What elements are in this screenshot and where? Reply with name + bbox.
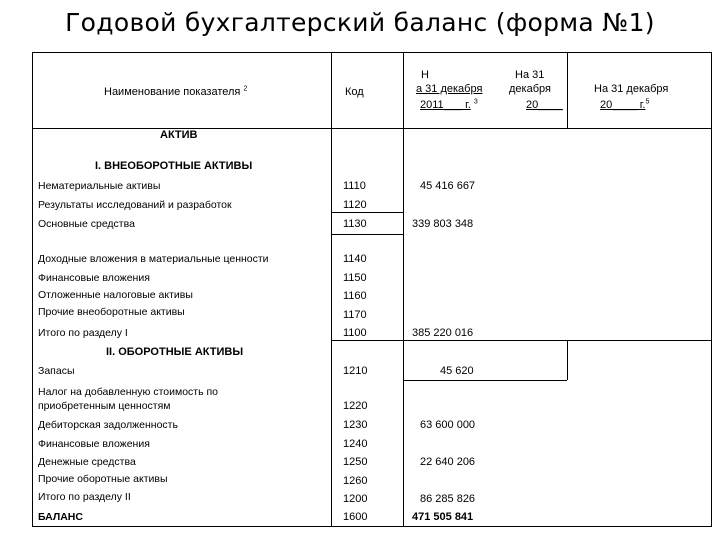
row-name: Нематериальные активы — [38, 180, 161, 192]
row-value: 339 803 348 — [412, 218, 474, 230]
table-right-border — [711, 52, 712, 527]
row-rule-1130 — [331, 234, 403, 235]
header-col1-line1: Н — [421, 69, 429, 81]
row-name: Денежные средства — [38, 456, 136, 468]
header-col3-line2: 20____ г.$^5$ — [600, 98, 650, 111]
row-code: 1200 — [343, 493, 368, 505]
row-rule-1210 — [403, 380, 567, 381]
row-name: Финансовые вложения — [38, 272, 150, 284]
header-col3-line1: На 31 декабря — [594, 83, 669, 95]
section-current-assets: II. ОБОРОТНЫЕ АКТИВЫ — [106, 346, 244, 358]
header-col1-line2: а 31 декабря — [416, 83, 483, 95]
row-name: Дебиторская задолженность — [38, 419, 178, 431]
row-code: 1110 — [343, 180, 366, 192]
row-name: Результаты исследований и разработок — [38, 199, 232, 211]
row-code: 1600 — [343, 511, 368, 523]
row-value: 471 505 841 — [412, 511, 474, 523]
table-bottom-border — [32, 526, 712, 527]
header-col1-line3: 2011___ г. $^3$ — [420, 98, 478, 111]
section-aktiv: АКТИВ — [160, 129, 198, 141]
row-name: Доходные вложения в материальные ценности — [38, 253, 269, 265]
page-title: Годовой бухгалтерский баланс (форма №1) — [65, 8, 655, 37]
row-code: 1250 — [343, 456, 368, 468]
row-name: Финансовые вложения — [38, 438, 150, 450]
header-code-column: Код — [345, 86, 364, 98]
table-top-border — [32, 52, 712, 53]
row-value: 22 640 206 — [420, 456, 476, 468]
row-value: 86 285 826 — [420, 493, 476, 505]
code-column-divider — [331, 52, 332, 527]
row-code: 1260 — [343, 475, 368, 487]
row-name: Итого по разделу I — [38, 327, 128, 339]
row-code: 1130 — [343, 218, 367, 230]
header-col2-line2: декабря — [509, 83, 551, 95]
header-col2-line3: 20____ — [526, 99, 563, 111]
section2-rule — [331, 340, 712, 341]
row-name: Прочие внеоборотные активы — [38, 306, 185, 318]
row-code: 1230 — [343, 419, 368, 431]
row-code: 1140 — [343, 253, 367, 265]
header-name-column: Наименование показателя $^2$ — [104, 85, 248, 98]
row-code: 1170 — [343, 309, 367, 321]
row-value: 385 220 016 — [412, 327, 474, 339]
row-name: Отложенные налоговые активы — [38, 289, 193, 301]
section-noncurrent-assets: I. ВНЕОБОРОТНЫЕ АКТИВЫ — [95, 160, 253, 172]
row-code: 1100 — [343, 327, 367, 339]
row-name: Прочие оборотные активы — [38, 473, 168, 485]
row-value: 45 416 667 — [420, 180, 476, 192]
row-name: приобретенным ценностям — [38, 400, 171, 412]
header-col2-line1: На 31 — [515, 69, 545, 81]
row-name: Основные средства — [38, 218, 135, 230]
col2-divider-section2 — [567, 340, 568, 380]
row-value: 63 600 000 — [420, 419, 476, 431]
col2-divider-top — [567, 52, 568, 129]
table-left-border — [32, 52, 33, 527]
row-code: 1210 — [343, 365, 368, 377]
value-column-divider — [403, 52, 404, 527]
row-code: 1160 — [343, 290, 367, 302]
row-rule-1120 — [331, 212, 403, 213]
row-name: БАЛАНС — [38, 511, 83, 523]
row-code: 1240 — [343, 438, 368, 450]
row-code: 1120 — [343, 199, 367, 211]
row-name: Итого по разделу II — [38, 491, 131, 503]
header-bottom-border — [32, 128, 712, 129]
row-value: 45 620 — [440, 365, 474, 377]
row-name: Налог на добавленную стоимость по — [38, 386, 219, 398]
row-name: Запасы — [38, 365, 75, 377]
row-code: 1150 — [343, 272, 367, 284]
row-code: 1220 — [343, 400, 368, 412]
